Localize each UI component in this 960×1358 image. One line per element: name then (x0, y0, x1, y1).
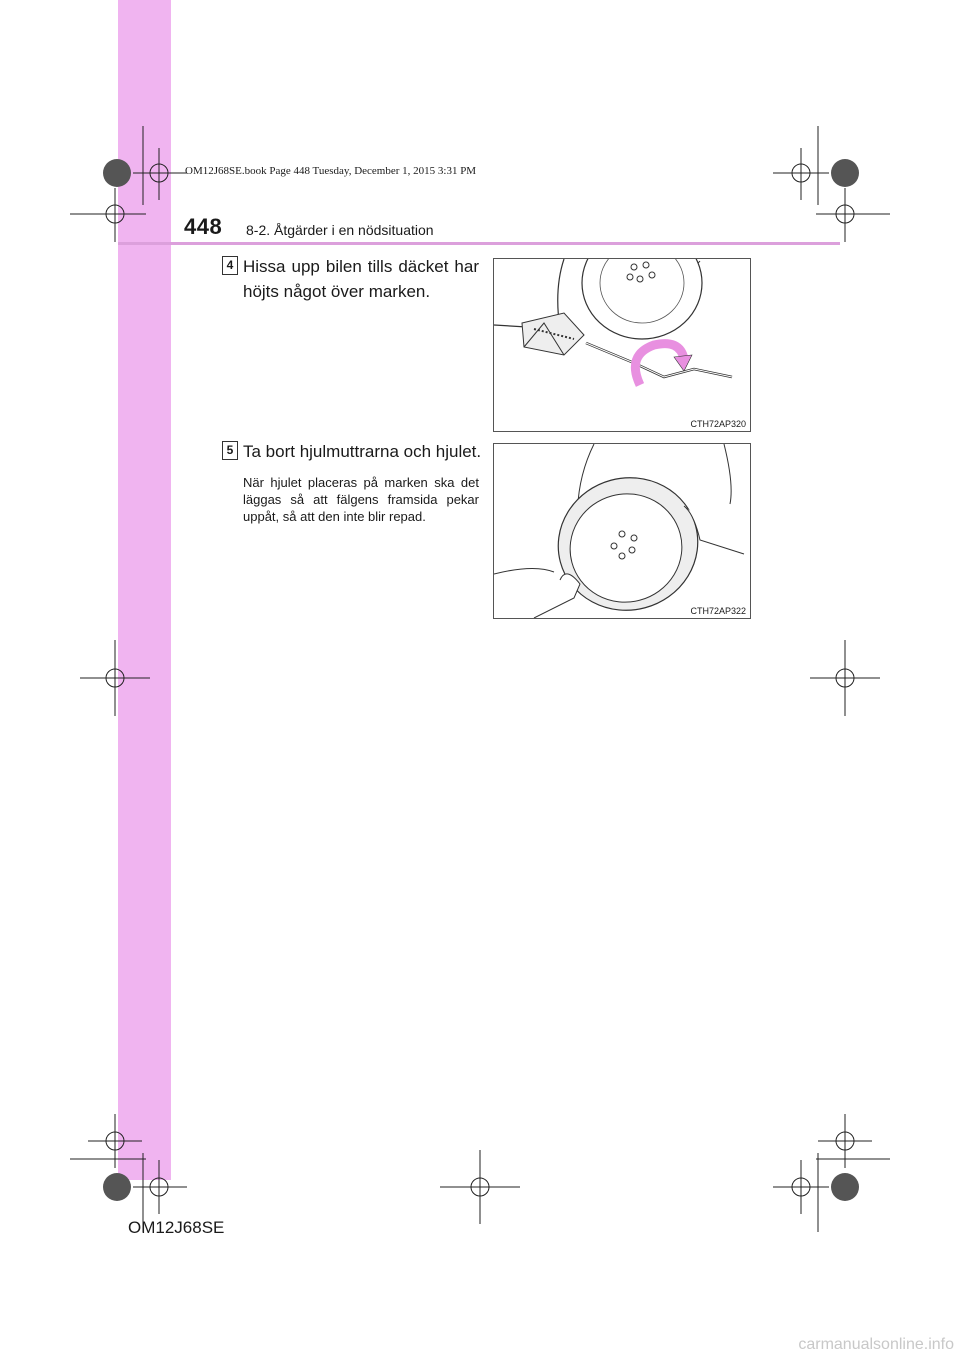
step-number-4: 4 (222, 256, 238, 275)
step-5-note: När hjulet placeras på marken ska det läggas så att fälgens framsida pekar uppåt, så att den inte blir repad. (243, 475, 479, 524)
footer-code: OM12J68SE (128, 1218, 225, 1237)
watermark: carmanualsonline.info (798, 1336, 954, 1353)
figure-code-320: CTH72AP320 (690, 419, 746, 429)
page-number: 448 (184, 214, 223, 239)
book-info: OM12J68SE.book Page 448 Tuesday, December 1, 2015 3:31 PM (185, 165, 477, 177)
step-number-5: 5 (222, 441, 238, 460)
step-4-text: Hissa upp bilen tills däcket har höjts något över marken. (243, 257, 479, 301)
step-5-text: Ta bort hjulmuttrarna och hjulet. (243, 442, 482, 461)
figure-code-322: CTH72AP322 (690, 606, 746, 616)
section-title: 8-2. Åtgärder i en nödsituation (246, 222, 434, 238)
